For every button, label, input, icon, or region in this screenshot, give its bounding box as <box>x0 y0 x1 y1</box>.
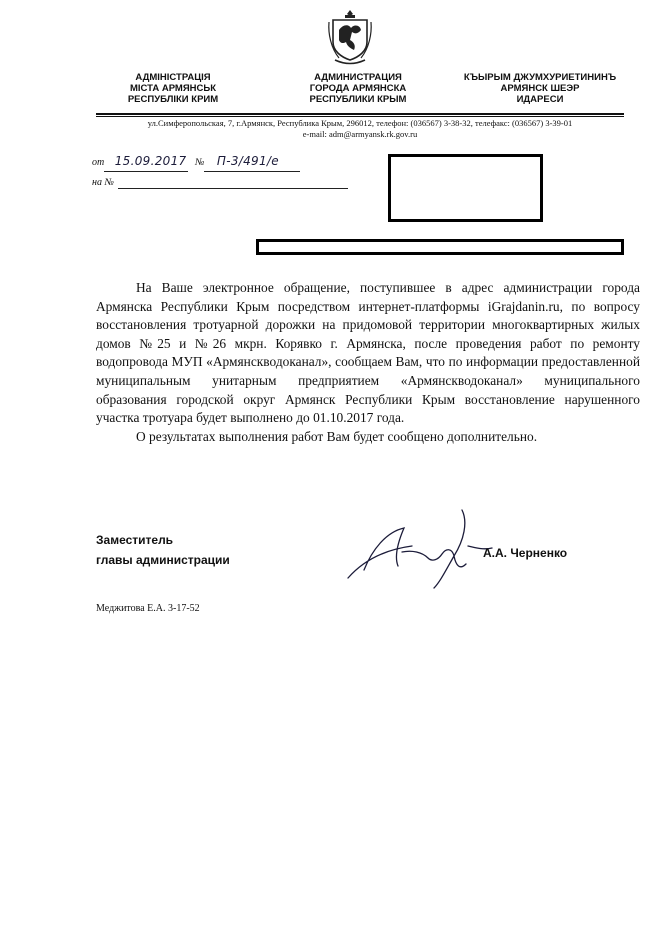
email-line: e-mail: adm@armyansk.rk.gov.ru <box>302 129 418 139</box>
signer-title-line: Заместитель <box>96 533 174 547</box>
crimea-coat-of-arms-icon <box>327 8 373 66</box>
header-right-line: КЪЫРЫМ ДЖУМХУРИЕТИНИНЪ <box>463 72 617 83</box>
header-ukrainian <box>98 72 248 105</box>
handwritten-signature <box>342 500 512 590</box>
header-divider-thin <box>96 116 624 117</box>
from-label: от <box>92 157 105 168</box>
header-russian <box>283 72 433 105</box>
redacted-recipient-bar <box>256 239 624 255</box>
signer-name: А.А. Черненко <box>483 546 568 560</box>
header-crimean-tatar <box>455 72 625 105</box>
signer-title <box>96 530 230 570</box>
header-center-line: АДМИНИСТРАЦИЯ <box>314 72 402 83</box>
incoming-underline <box>118 188 348 189</box>
number-underline <box>204 171 300 172</box>
redacted-recipient-box <box>388 154 543 222</box>
reference-date: 15.09.2017 <box>114 154 187 168</box>
number-label: № <box>194 157 205 168</box>
header-right-line: ИДАРЕСИ <box>516 94 564 105</box>
header-divider <box>96 113 624 115</box>
address-block <box>96 118 624 140</box>
incoming-reference <box>92 177 114 188</box>
reference-number: П-3/491/е <box>216 154 279 168</box>
address-line: ул.Симферопольская, 7, г.Армянск, Республика Крым, 296012, телефон: (036567) 3-38-32, телефакс: (036567) 3-39-01 <box>147 118 573 128</box>
letter-body <box>96 279 640 446</box>
executor-info: Меджитова Е.А. 3-17-52 <box>96 603 200 614</box>
body-paragraph: На Ваше электронное обращение, поступившее в адрес администрации города Армянска Республики Крым посредством интернет-платформы iGrajdanin.ru, по вопросу восстановления тротуарной дорожки на придомовой территории многоквартирных жилых домов №25 и №26 мкрн. Корявко г. Армянска, после проведения работ по ремонту водопровода МУП «Армянскводоканал», сообщаем Вам, что по информации предоставленной муниципальным унитарным предприятием «Армянскводоканал» муниципального образования городской округ Армянск Республики Крым восстановление нарушенного участка тротуара будет выполнено до 01.10.2017 года. <box>96 280 640 426</box>
header-right-line: АРМЯНСК ШЕЭР <box>500 83 580 94</box>
signer-title-line: главы администрации <box>96 553 230 567</box>
body-paragraph: О результатах выполнения работ Вам будет сообщено дополнительно. <box>136 428 538 444</box>
header-center-line: ГОРОДА АРМЯНСКА <box>309 83 407 94</box>
outgoing-reference <box>92 154 279 168</box>
header-left-line: МІСТА АРМЯНСЬК <box>129 83 217 94</box>
header-left-line: АДМІНІСТРАЦІЯ <box>135 72 211 83</box>
on-number-label: на № <box>92 177 114 188</box>
date-underline <box>104 171 188 172</box>
header-center-line: РЕСПУБЛИКИ КРЫМ <box>309 94 407 105</box>
header-left-line: РЕСПУБЛІКИ КРИМ <box>127 94 219 105</box>
